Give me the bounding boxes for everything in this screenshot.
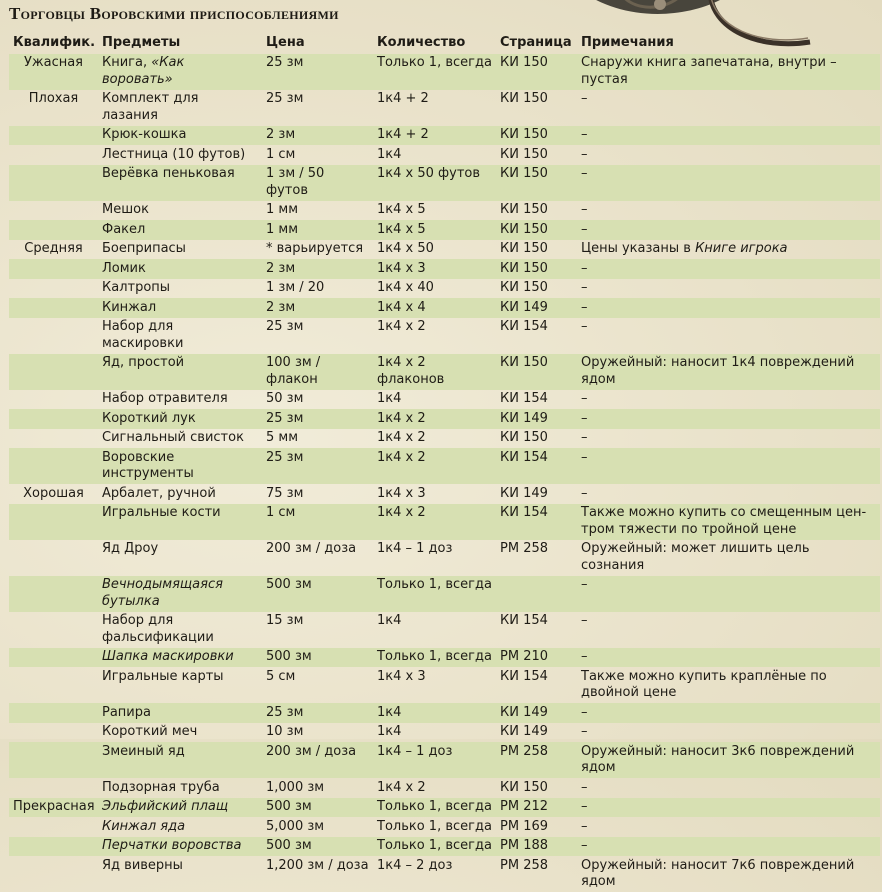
item-cell: Яд, простой: [102, 355, 185, 370]
qualification-cell: [9, 409, 98, 429]
item-cell: [98, 576, 262, 612]
item-cell: [98, 798, 262, 818]
table-row: [9, 354, 880, 390]
table-row: [9, 390, 880, 410]
page-cell: РМ 210: [500, 649, 549, 664]
notes-cell: –: [581, 202, 588, 217]
price-cell: 200 зм / доза: [266, 743, 357, 759]
table-row: [9, 778, 880, 798]
qualification-cell: Средняя: [24, 241, 83, 256]
qualification-cell: [9, 667, 98, 703]
item-name: Эльфийский плащ: [102, 799, 229, 814]
table-row: [9, 540, 880, 576]
notes-cell: –: [581, 319, 588, 334]
notes-cell: –: [581, 299, 588, 315]
price-cell: 15 зм: [266, 613, 304, 628]
item-cell: Игральные кости: [102, 505, 221, 520]
notes-cell: –: [581, 449, 588, 465]
page-cell: КИ 150: [500, 202, 548, 217]
page-cell: РМ 258: [500, 743, 549, 759]
note-book-title: Книге игрока: [695, 241, 788, 256]
qualification-cell: Ужасная: [23, 55, 84, 70]
quantity-cell: 1к4: [377, 704, 402, 720]
notes-cell: –: [581, 577, 588, 592]
page-cell: КИ 150: [500, 127, 548, 142]
page-cell: РМ 258: [500, 541, 549, 556]
notes-cell: –: [581, 391, 588, 406]
quantity-cell: 1к4 х 3: [377, 485, 426, 501]
item-cell: Кинжал: [102, 299, 157, 315]
quantity-cell: 1к4 х 50: [377, 241, 434, 256]
note-text: Цены указаны в: [581, 241, 696, 256]
table-row: [9, 240, 880, 260]
table-row: [9, 856, 880, 892]
qualification-cell: [9, 448, 98, 484]
price-cell: 2 зм: [266, 127, 296, 142]
qualification-cell: [9, 778, 98, 798]
item-cell: Книга, «Как воровать»: [102, 55, 185, 87]
page-cell: КИ 150: [500, 221, 548, 237]
notes-cell: Снаружи книга запечатана, внутри – пустая: [581, 55, 837, 87]
item-cell: Воровские инструменты: [102, 449, 194, 481]
quantity-cell: 1к4 х 3: [377, 668, 426, 684]
notes-cell: –: [581, 799, 588, 814]
thief-tools-merchant-table: [9, 34, 880, 892]
page-cell: КИ 150: [500, 355, 548, 370]
notes-cell: Также можно купить со смещенным цен-тром тяжести по тройной цене: [581, 505, 867, 537]
qualification-cell: [9, 742, 98, 778]
notes-cell: Оружейный: наносит 3к6 повреждений ядом: [581, 743, 855, 775]
notes-cell: –: [581, 146, 588, 162]
price-cell: 25 зм: [266, 91, 304, 106]
price-cell: 100 зм / флакон: [266, 355, 321, 387]
notes-cell: –: [581, 260, 588, 276]
price-cell: 1 зм / 20: [266, 280, 325, 295]
table-row: [9, 259, 880, 279]
notes-cell: –: [581, 430, 588, 445]
item-cell: Ломик: [102, 260, 146, 276]
price-cell: * варьируется: [266, 241, 364, 256]
page-cell: КИ 150: [500, 241, 548, 256]
item-cell: Крюк-кошка: [102, 127, 187, 142]
quantity-cell: Только 1, всегда: [377, 649, 492, 664]
price-cell: 500 зм: [266, 838, 312, 853]
notes-cell: –: [581, 410, 588, 426]
table-row: [9, 484, 880, 504]
item-cell: Сигнальный свисток: [102, 430, 244, 445]
notes-cell: –: [581, 704, 588, 720]
table-row: [9, 220, 880, 240]
page-cell: КИ 150: [500, 146, 548, 162]
table-row: [9, 279, 880, 299]
notes-cell: –: [581, 166, 588, 181]
table-row: [9, 612, 880, 648]
quantity-cell: 1к4 х 2: [377, 505, 426, 520]
notes-cell: –: [581, 724, 588, 739]
notes-cell: Также можно купить краплёные по двойной цене: [581, 668, 827, 700]
quantity-cell: 1к4 + 2: [377, 127, 429, 142]
page-cell: КИ 150: [500, 280, 548, 295]
table-row: [9, 145, 880, 165]
item-name-italic: «Как воровать»: [102, 55, 185, 87]
table-row: [9, 126, 880, 146]
quantity-cell: 1к4 х 2 флаконов: [377, 355, 445, 387]
item-cell: [98, 817, 262, 837]
header-items: Предметы: [102, 35, 181, 50]
price-cell: 500 зм: [266, 577, 312, 592]
quantity-cell: 1к4 – 2 доз: [377, 857, 453, 873]
qualification-cell: [9, 703, 98, 723]
item-cell: [98, 837, 262, 857]
table-row: [9, 318, 880, 354]
table-row: [9, 648, 880, 668]
quantity-cell: 1к4 – 1 доз: [377, 541, 453, 556]
item-cell: Рапира: [102, 704, 151, 720]
qualification-cell: [9, 126, 98, 146]
qualification-cell: [9, 723, 98, 743]
notes-cell: –: [581, 649, 588, 664]
header-page: Страница: [500, 35, 572, 50]
header-price: Цена: [266, 35, 305, 50]
price-cell: 200 зм / доза: [266, 541, 357, 556]
page-cell: КИ 149: [500, 724, 548, 739]
item-cell: Мешок: [102, 202, 149, 217]
qualification-cell: Плохая: [28, 91, 79, 106]
notes-cell: –: [581, 838, 588, 853]
header-qualification: Квалифик.: [13, 35, 96, 50]
quantity-cell: 1к4 х 2: [377, 449, 426, 465]
quantity-cell: Только 1, всегда: [377, 577, 492, 592]
qualification-cell: [9, 648, 98, 668]
quantity-cell: 1к4 х 5: [377, 221, 426, 237]
item-name: Шапка маскировки: [102, 649, 234, 664]
page-cell: КИ 149: [500, 299, 548, 315]
page-cell: РМ 169: [500, 818, 549, 834]
item-cell: Факел: [102, 221, 146, 237]
page-cell: КИ 154: [500, 391, 548, 406]
table-row: [9, 201, 880, 221]
quantity-cell: 1к4 – 1 доз: [377, 743, 453, 759]
quantity-cell: 1к4: [377, 724, 402, 739]
item-cell: Подзорная труба: [102, 779, 220, 795]
page-cell: КИ 150: [500, 166, 548, 181]
qualification-cell: [9, 220, 98, 240]
table-row: [9, 837, 880, 857]
table-row: [9, 576, 880, 612]
qualification-cell: [9, 429, 98, 449]
price-cell: 25 зм: [266, 449, 304, 465]
item-cell: Калтропы: [102, 280, 171, 295]
quantity-cell: 1к4 х 50 футов: [377, 166, 481, 181]
quantity-cell: 1к4 х 40: [377, 280, 434, 295]
item-cell: Боеприпасы: [102, 241, 186, 256]
price-cell: 50 зм: [266, 391, 304, 406]
price-cell: 5,000 зм: [266, 818, 325, 834]
qualification-cell: [9, 318, 98, 354]
price-cell: 5 см: [266, 668, 296, 684]
quantity-cell: Только 1, всегда: [377, 838, 492, 853]
notes-cell: –: [581, 613, 588, 628]
table-row: [9, 798, 880, 818]
quantity-cell: Только 1, всегда: [377, 818, 492, 834]
quantity-cell: Только 1, всегда: [377, 55, 492, 70]
price-cell: 1 мм: [266, 202, 299, 217]
table-row: [9, 448, 880, 484]
qualification-cell: [9, 540, 98, 576]
qualification-cell: Прекрасная: [13, 799, 95, 814]
quantity-cell: 1к4 х 5: [377, 202, 426, 217]
qualification-cell: [9, 390, 98, 410]
notes-cell: Оружейный: наносит 1к4 повреждений ядом: [581, 355, 855, 387]
table-row: [9, 703, 880, 723]
price-cell: 1,200 зм / доза: [266, 857, 369, 873]
item-cell: Короткий лук: [102, 410, 196, 426]
qualification-cell: [9, 201, 98, 221]
item-name: Кинжал яда: [102, 818, 186, 834]
table-row: [9, 409, 880, 429]
page-cell: РМ 188: [500, 838, 549, 853]
item-cell: Лестница (10 футов): [102, 146, 246, 162]
notes-cell: –: [581, 779, 588, 795]
table-row: [9, 723, 880, 743]
page-cell: КИ 149: [500, 704, 548, 720]
qualification-cell: [9, 817, 98, 837]
quantity-cell: 1к4 х 3: [377, 260, 426, 276]
page-cell: КИ 150: [500, 260, 548, 276]
header-quantity: Количество: [377, 35, 466, 50]
notes-cell: –: [581, 221, 588, 237]
qualification-cell: [9, 279, 98, 299]
item-cell: Комплект для лазания: [102, 91, 199, 123]
price-cell: 1 см: [266, 146, 296, 162]
page-title: Торговцы Воровскими приспособлениями: [9, 4, 339, 23]
page-cell: КИ 154: [500, 668, 548, 684]
qualification-cell: [9, 298, 98, 318]
price-cell: 500 зм: [266, 799, 312, 814]
notes-cell: Оружейный: наносит 7к6 повреждений ядом: [581, 857, 855, 889]
item-cell: Верёвка пеньковая: [102, 166, 235, 181]
table-row: [9, 90, 880, 126]
qualification-cell: [9, 576, 98, 612]
quantity-cell: 1к4 + 2: [377, 91, 429, 106]
quantity-cell: 1к4 х 2: [377, 319, 426, 334]
item-cell: Змеиный яд: [102, 743, 185, 759]
price-cell: 1 мм: [266, 221, 299, 237]
price-cell: 2 зм: [266, 260, 296, 276]
page-cell: КИ 154: [500, 613, 548, 628]
price-cell: 1,000 зм: [266, 779, 325, 795]
table-row: [9, 165, 880, 201]
price-cell: 500 зм: [266, 649, 312, 664]
table-row: [9, 54, 880, 90]
item-cell: Набор для фальсификации: [102, 613, 214, 645]
notes-cell: –: [581, 91, 588, 106]
notes-cell: –: [581, 127, 588, 142]
page-cell: КИ 150: [500, 430, 548, 445]
page-cell: КИ 154: [500, 505, 548, 520]
qualification-cell: [9, 259, 98, 279]
header-notes: Примечания: [581, 35, 674, 50]
table-row: [9, 298, 880, 318]
price-cell: 25 зм: [266, 410, 304, 426]
item-cell: [98, 648, 262, 668]
page-cell: [496, 576, 577, 612]
price-cell: 10 зм: [266, 724, 304, 739]
quantity-cell: 1к4: [377, 146, 402, 162]
page-cell: КИ 150: [500, 91, 548, 106]
item-cell: Яд виверны: [102, 857, 183, 873]
qualification-cell: [9, 165, 98, 201]
page-cell: РМ 258: [500, 857, 549, 873]
table-row: [9, 667, 880, 703]
table-row: [9, 429, 880, 449]
price-cell: 2 зм: [266, 299, 296, 315]
item-cell: Яд Дроу: [102, 541, 159, 556]
quantity-cell: 1к4 х 2: [377, 779, 426, 795]
quantity-cell: Только 1, всегда: [377, 799, 492, 814]
notes-cell: –: [581, 818, 588, 834]
notes-cell: –: [581, 280, 588, 295]
price-cell: 25 зм: [266, 55, 304, 70]
page-cell: КИ 149: [500, 485, 548, 501]
price-cell: 1 см: [266, 505, 296, 520]
qualification-cell: [9, 145, 98, 165]
item-name: Вечнодымящаяся бутылка: [102, 577, 223, 609]
notes-cell: –: [581, 485, 588, 501]
quantity-cell: 1к4 х 2: [377, 430, 426, 445]
page-cell: РМ 212: [500, 799, 549, 814]
qualification-cell: [9, 504, 98, 540]
quantity-cell: 1к4 х 4: [377, 299, 426, 315]
qualification-cell: [9, 612, 98, 648]
price-cell: 1 зм / 50 футов: [266, 166, 325, 198]
price-cell: 25 зм: [266, 704, 304, 720]
notes-cell: Оружейный: может лишить цель сознания: [581, 541, 810, 573]
page-cell: КИ 154: [500, 449, 548, 465]
table-row: [9, 504, 880, 540]
qualification-cell: [9, 354, 98, 390]
qualification-cell: [9, 856, 98, 892]
table-header-row: [9, 34, 880, 54]
table-row: [9, 742, 880, 778]
quantity-cell: 1к4 х 2: [377, 410, 426, 426]
item-cell: Набор отравителя: [102, 391, 228, 406]
price-cell: 25 зм: [266, 319, 304, 334]
item-cell: Игральные карты: [102, 668, 224, 684]
qualification-cell: [9, 837, 98, 857]
qualification-cell: Хорошая: [23, 485, 84, 501]
item-cell: Короткий меч: [102, 724, 198, 739]
notes-cell: [577, 240, 880, 260]
price-cell: 75 зм: [266, 485, 304, 501]
page-cell: КИ 150: [500, 779, 548, 795]
price-cell: 5 мм: [266, 430, 299, 445]
item-cell: Набор для маскировки: [102, 319, 184, 351]
item-name: Перчатки воровства: [102, 838, 242, 853]
item-cell: Арбалет, ручной: [102, 485, 216, 501]
page-cell: КИ 150: [500, 55, 548, 70]
quantity-cell: 1к4: [377, 613, 402, 628]
page-cell: КИ 149: [500, 410, 548, 426]
page-cell: КИ 154: [500, 319, 548, 334]
table-row: [9, 817, 880, 837]
quantity-cell: 1к4: [377, 391, 402, 406]
